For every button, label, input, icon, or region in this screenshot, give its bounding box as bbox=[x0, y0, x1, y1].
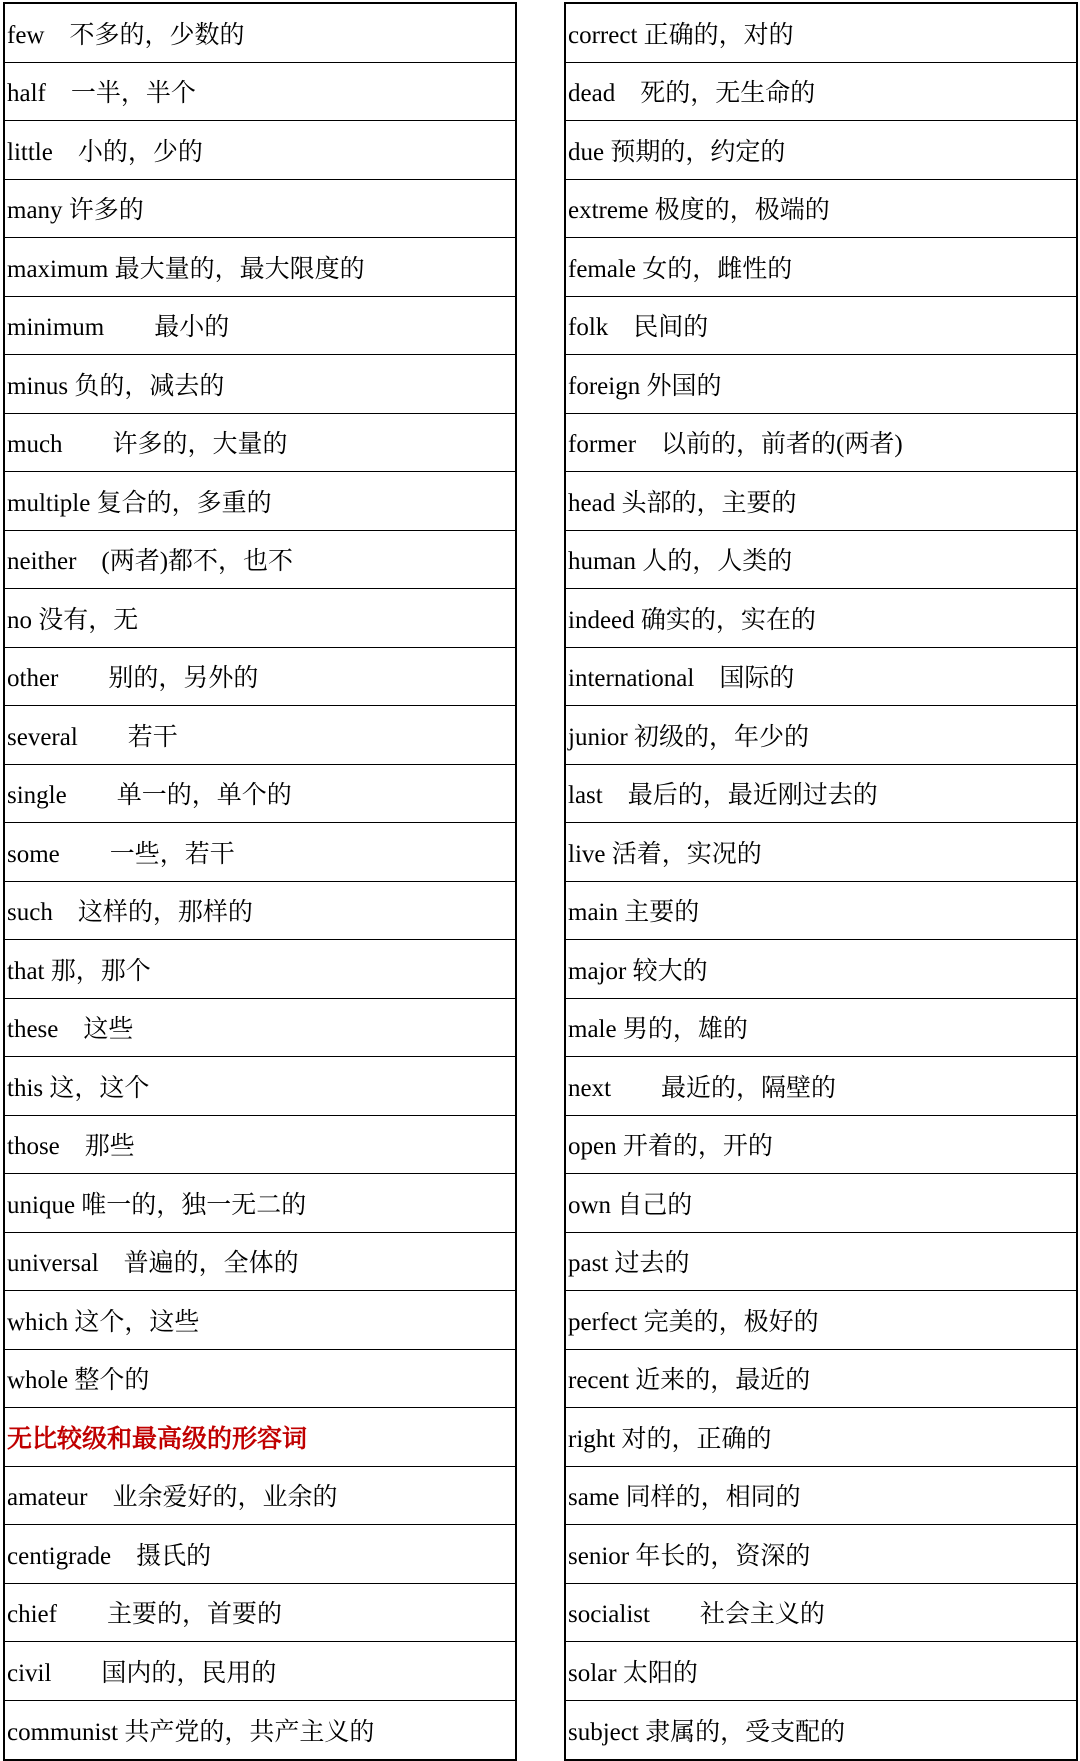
vocabulary-row: that 那，那个 bbox=[5, 940, 515, 999]
vocabulary-row: no 没有，无 bbox=[5, 589, 515, 648]
vocabulary-row: foreign 外国的 bbox=[566, 355, 1076, 414]
vocabulary-row: civil 国内的，民用的 bbox=[5, 1642, 515, 1701]
vocabulary-row: universal 普遍的，全体的 bbox=[5, 1233, 515, 1292]
vocabulary-row: minus 负的，减去的 bbox=[5, 355, 515, 414]
vocabulary-row: minimum 最小的 bbox=[5, 297, 515, 356]
vocabulary-row: folk 民间的 bbox=[566, 297, 1076, 356]
vocabulary-row: last 最后的，最近刚过去的 bbox=[566, 765, 1076, 824]
vocabulary-row: right 对的，正确的 bbox=[566, 1408, 1076, 1467]
vocabulary-row: single 单一的，单个的 bbox=[5, 765, 515, 824]
vocabulary-row: next 最近的，隔壁的 bbox=[566, 1057, 1076, 1116]
vocabulary-row: many 许多的 bbox=[5, 180, 515, 239]
vocabulary-row: several 若干 bbox=[5, 706, 515, 765]
vocabulary-row: neither (两者)都不，也不 bbox=[5, 531, 515, 590]
vocabulary-row: due 预期的，约定的 bbox=[566, 121, 1076, 180]
vocabulary-row: main 主要的 bbox=[566, 882, 1076, 941]
vocabulary-row: centigrade 摄氏的 bbox=[5, 1525, 515, 1584]
left-vocabulary-table bbox=[3, 2, 517, 1761]
vocabulary-row: half 一半，半个 bbox=[5, 63, 515, 122]
vocabulary-row: major 较大的 bbox=[566, 940, 1076, 999]
vocabulary-row: those 那些 bbox=[5, 1116, 515, 1175]
vocabulary-row: unique 唯一的，独一无二的 bbox=[5, 1174, 515, 1233]
vocabulary-row: few 不多的，少数的 bbox=[5, 4, 515, 63]
vocabulary-row: these 这些 bbox=[5, 999, 515, 1058]
vocabulary-row: this 这，这个 bbox=[5, 1057, 515, 1116]
vocabulary-row: amateur 业余爱好的，业余的 bbox=[5, 1467, 515, 1526]
vocabulary-row: junior 初级的，年少的 bbox=[566, 706, 1076, 765]
section-heading: 无比较级和最高级的形容词 bbox=[5, 1408, 515, 1467]
vocabulary-row: live 活着，实况的 bbox=[566, 823, 1076, 882]
right-vocabulary-table bbox=[564, 2, 1078, 1761]
vocabulary-row: chief 主要的，首要的 bbox=[5, 1584, 515, 1643]
vocabulary-row: whole 整个的 bbox=[5, 1350, 515, 1409]
vocabulary-row: which 这个，这些 bbox=[5, 1291, 515, 1350]
vocabulary-row: international 国际的 bbox=[566, 648, 1076, 707]
vocabulary-row: senior 年长的，资深的 bbox=[566, 1525, 1076, 1584]
vocabulary-row: much 许多的，大量的 bbox=[5, 414, 515, 473]
vocabulary-row: maximum 最大量的，最大限度的 bbox=[5, 238, 515, 297]
vocabulary-row: perfect 完美的，极好的 bbox=[566, 1291, 1076, 1350]
vocabulary-row: some 一些，若干 bbox=[5, 823, 515, 882]
vocabulary-row: dead 死的，无生命的 bbox=[566, 63, 1076, 122]
vocabulary-row: own 自己的 bbox=[566, 1174, 1076, 1233]
vocabulary-row: communist 共产党的，共产主义的 bbox=[7, 1718, 375, 1746]
vocabulary-row: other 别的，另外的 bbox=[5, 648, 515, 707]
vocabulary-row: past 过去的 bbox=[566, 1233, 1076, 1292]
vocabulary-row: correct 正确的，对的 bbox=[566, 4, 1076, 63]
vocabulary-row: female 女的，雌性的 bbox=[566, 238, 1076, 297]
vocabulary-row: head 头部的，主要的 bbox=[566, 472, 1076, 531]
vocabulary-row: recent 近来的，最近的 bbox=[566, 1350, 1076, 1409]
vocabulary-row: socialist 社会主义的 bbox=[566, 1584, 1076, 1643]
vocabulary-row: solar 太阳的 bbox=[566, 1642, 1076, 1701]
vocabulary-row: open 开着的，开的 bbox=[566, 1116, 1076, 1175]
vocabulary-row: male 男的，雄的 bbox=[566, 999, 1076, 1058]
vocabulary-row: subject 隶属的，受支配的 bbox=[568, 1718, 846, 1746]
vocabulary-row: such 这样的，那样的 bbox=[5, 882, 515, 941]
vocabulary-row: same 同样的，相同的 bbox=[566, 1467, 1076, 1526]
vocabulary-row: extreme 极度的，极端的 bbox=[566, 180, 1076, 239]
vocabulary-row: former 以前的，前者的(两者) bbox=[566, 414, 1076, 473]
vocabulary-row: little 小的，少的 bbox=[5, 121, 515, 180]
vocabulary-row: indeed 确实的，实在的 bbox=[566, 589, 1076, 648]
vocabulary-row: human 人的，人类的 bbox=[566, 531, 1076, 590]
vocabulary-row: multiple 复合的，多重的 bbox=[5, 472, 515, 531]
